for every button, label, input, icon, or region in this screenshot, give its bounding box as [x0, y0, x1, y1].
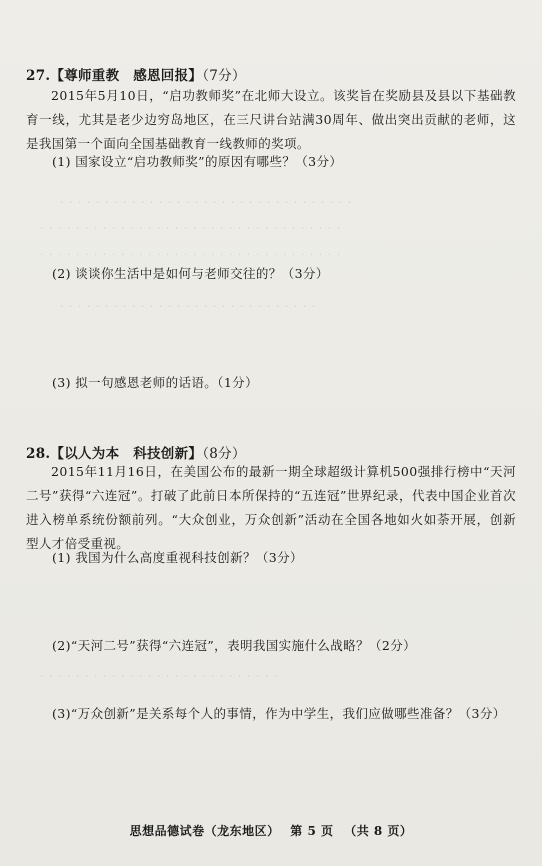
question-title: 【尊师重教 感恩回报】 — [50, 68, 203, 84]
question-number: 28. — [26, 446, 51, 462]
question-28-heading — [26, 442, 246, 462]
footer-subject: 思想品德试卷（龙东地区） — [129, 824, 280, 838]
question-27-sub-1: (1) 国家设立“启功教师奖”的原因有哪些？（3分） — [52, 154, 343, 169]
question-27-sub-3: (3) 拟一句感恩老师的话语。（1分） — [52, 375, 258, 390]
bleed-through-text: · · · · · · · · · · · · · · · · · · · · · · · · · · · · · — [60, 300, 317, 313]
question-title: 【以人为本 科技创新】 — [50, 446, 203, 462]
question-28-sub-2: (2)“天河二号”获得“六连冠”，表明我国实施什么战略？（2分） — [52, 638, 417, 653]
question-28-sub-1: (1) 我国为什么高度重视科技创新？（3分） — [52, 550, 303, 565]
question-number: 27. — [26, 68, 51, 84]
bleed-through-text: · · · · · · · · · · · · · · · · · · · · · · · · · · · · · · · · · — [60, 196, 353, 209]
footer-total-pages: （共 8 页） — [344, 824, 413, 838]
question-28-sub-3: (3)“万众创新”是关系每个人的事情，作为中学生，我们应做哪些准备？（3分） — [52, 706, 506, 721]
footer-page-number: 第 5 页 — [290, 824, 334, 838]
question-27-material: 2015年5月10日，“启功教师奖”在北师大设立。该奖旨在奖励县及县以下基础教育一线，尤其是老少边穷岛地区，在三尺讲台站满30周年、做出突出贡献的老师，这是我国第一个面向全国基础教育一线教师的奖项。 — [26, 88, 516, 151]
bleed-through-text: · · · · · · · · · · · · · · · · · · · · · · · · · · · · · · · · · · — [40, 248, 342, 261]
question-27-heading — [26, 64, 246, 84]
bleed-through-text: · · · · · · · · · · · · · · · · · · · · · · · · · · · · · · · · · · — [40, 222, 342, 235]
question-27-sub-2: (2) 谈谈你生活中是如何与老师交往的？（3分） — [52, 266, 329, 281]
question-points: （8分） — [202, 446, 246, 462]
page-footer — [0, 822, 542, 839]
bleed-through-text: · · · · · · · · · · · · · · · · · · · · · · · · · · · — [40, 670, 279, 683]
question-points: （7分） — [202, 68, 246, 84]
question-28-material: 2015年11月16日，在美国公布的最新一期全球超级计算机500强排行榜中“天河二号”获得“六连冠”。打破了此前日本所保持的“五连冠”世界纪录，代表中国企业首次进入榜单系统份额前列。“大众创业，万众创新”活动在全国各地如火如荼开展，创新型人才倍受重视。 — [26, 464, 516, 551]
